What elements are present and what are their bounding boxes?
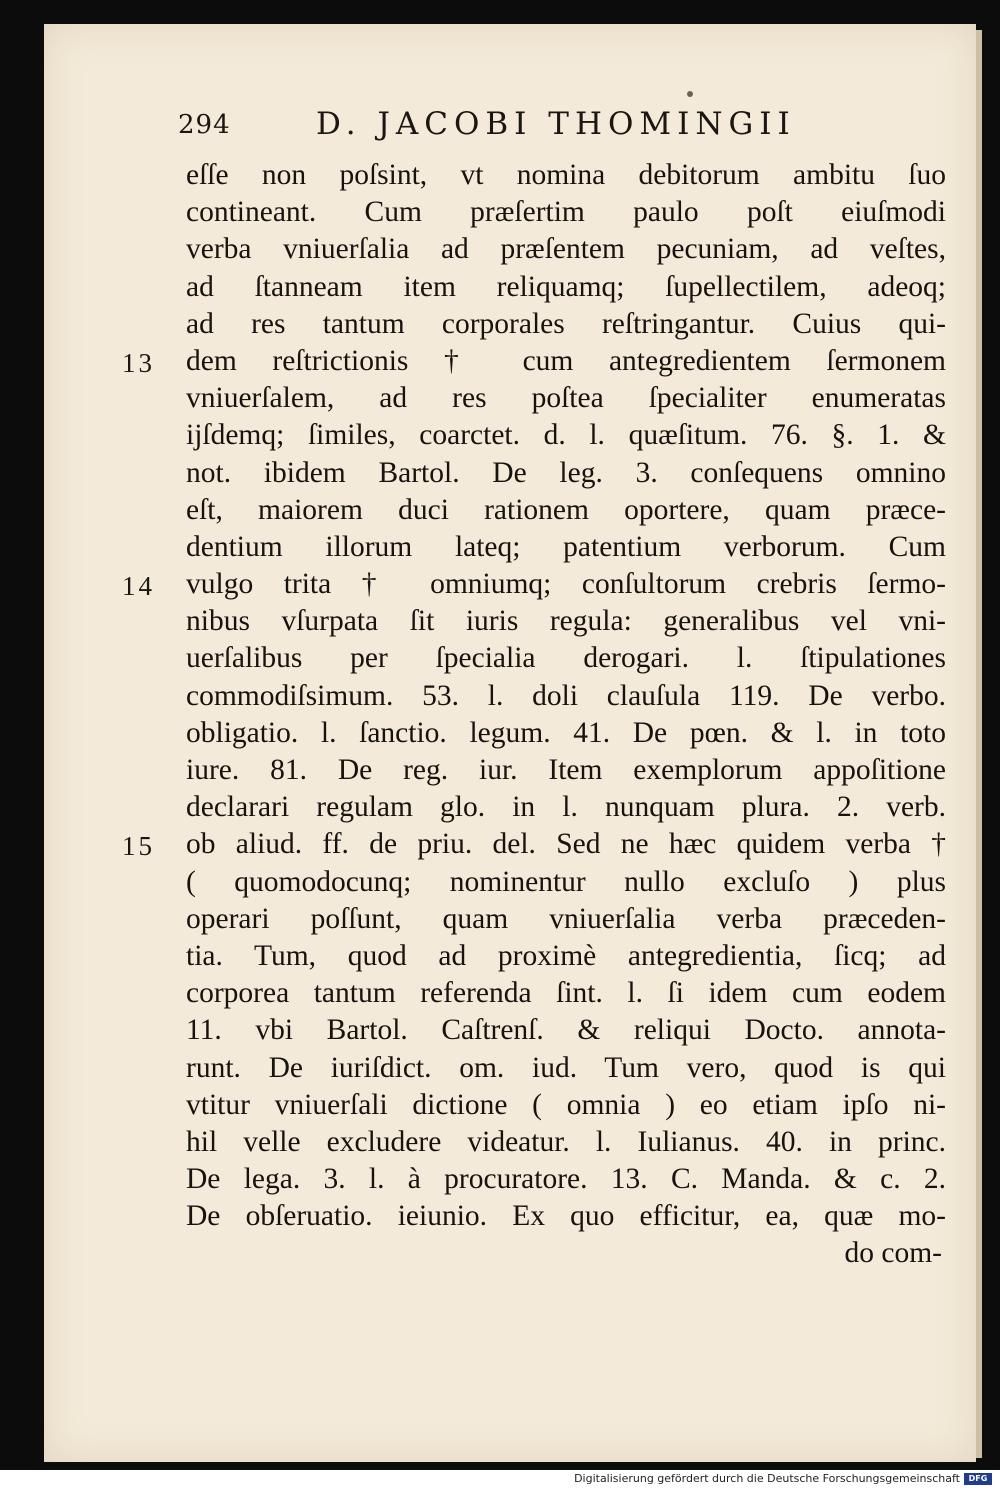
text-line: commodiſsimum. 53. l. doli clauſula 119. De verbo. xyxy=(186,679,946,712)
text-line: verba vniuerſalia ad præſentem pecuniam, ad veſtes, xyxy=(186,233,946,266)
running-title: D. JACOBI THOMINGII xyxy=(316,106,796,142)
text-line: De lega. 3. l. à procuratore. 13. C. Manda. & c. 2. xyxy=(186,1163,946,1196)
text-line: not. ibidem Bartol. De leg. 3. conſequens omnino xyxy=(186,456,946,489)
page-header xyxy=(178,106,858,150)
text-line: ( quomodocunq; nominentur nullo excluſo ) plus xyxy=(186,865,946,898)
ink-speck xyxy=(687,91,693,97)
text-line: vtitur vniuerſali dictione ( omnia ) eo etiam ipſo ni- xyxy=(186,1088,946,1121)
text-line: De obſeruatio. ieiunio. Ex quo efficitur, ea, quæ mo- xyxy=(186,1200,946,1233)
text-line: operari poſſunt, quam vniuerſalia verba præceden- xyxy=(186,902,946,935)
text-line: nibus vſurpata ſit iuris regula: generalibus vel vni- xyxy=(186,605,946,638)
text-line: corporea tantum referenda ſint. l. ſi idem cum eodem xyxy=(186,977,946,1010)
margin-number-13: 13 xyxy=(122,348,155,378)
body-text xyxy=(186,157,946,1273)
text-line: uerſalibus per ſpecialia derogari. l. ſtipulationes xyxy=(186,642,946,675)
text-line: vniuerſalem, ad res poſtea ſpecialiter enumeratas xyxy=(186,382,946,415)
text-line: iure. 81. De reg. iur. Item exemplorum appoſitione xyxy=(186,754,946,786)
funding-credit: Digitalisierung gefördert durch die Deutsche Forschungsgemeinschaft xyxy=(574,1472,960,1485)
text-line: eſſe non poſsint, vt nomina debitorum ambitu ſuo xyxy=(186,159,946,191)
text-line: dem reſtrictionis † cum antegredientem ſermonem xyxy=(186,344,946,377)
text-line: eſt, maiorem duci rationem oportere, quam præce- xyxy=(186,493,946,526)
text-line: ad ſtanneam item reliquamq; ſupellectilem, adeoq; xyxy=(186,270,946,303)
text-line: hil velle excludere videatur. l. Iulianus. 40. in princ. xyxy=(186,1125,946,1158)
text-line: obligatio. l. ſanctio. legum. 41. De pœn. & l. in toto xyxy=(186,716,946,749)
margin-number-15: 15 xyxy=(122,831,155,861)
text-line: runt. De iuriſdict. om. iud. Tum vero, quod is qui xyxy=(186,1051,946,1084)
text-line: contineant. Cum præſertim paulo poſt eiuſmodi xyxy=(186,196,946,229)
page-number: 294 xyxy=(178,110,231,140)
text-line: ijſdemq; ſimiles, coarctet. d. l. quæſitum. 76. §. 1. & xyxy=(186,419,946,452)
text-line: ad res tantum corporales reſtringantur. Cuius qui- xyxy=(186,307,946,340)
margin-number-14: 14 xyxy=(122,571,155,601)
footer-bar xyxy=(0,1470,1000,1489)
text-line: dentium illorum lateq; patentium verborum. Cum xyxy=(186,530,946,563)
text-line: 11. vbi Bartol. Caſtrenſ. & reliqui Docto. annota- xyxy=(186,1014,946,1047)
text-line: tia. Tum, quod ad proximè antegredientia, ſicq; ad xyxy=(186,939,946,972)
text-line: vulgo trita † omniumq; conſultorum crebris ſermo- xyxy=(186,568,946,601)
text-line: ob aliud. ff. de priu. del. Sed ne hæc quidem verba † xyxy=(186,828,946,861)
text-line: declarari regulam glo. in l. nunquam plura. 2. verb. xyxy=(186,791,946,824)
catchword: do com- xyxy=(844,1237,942,1270)
dfg-logo-icon: DFG xyxy=(964,1473,992,1485)
